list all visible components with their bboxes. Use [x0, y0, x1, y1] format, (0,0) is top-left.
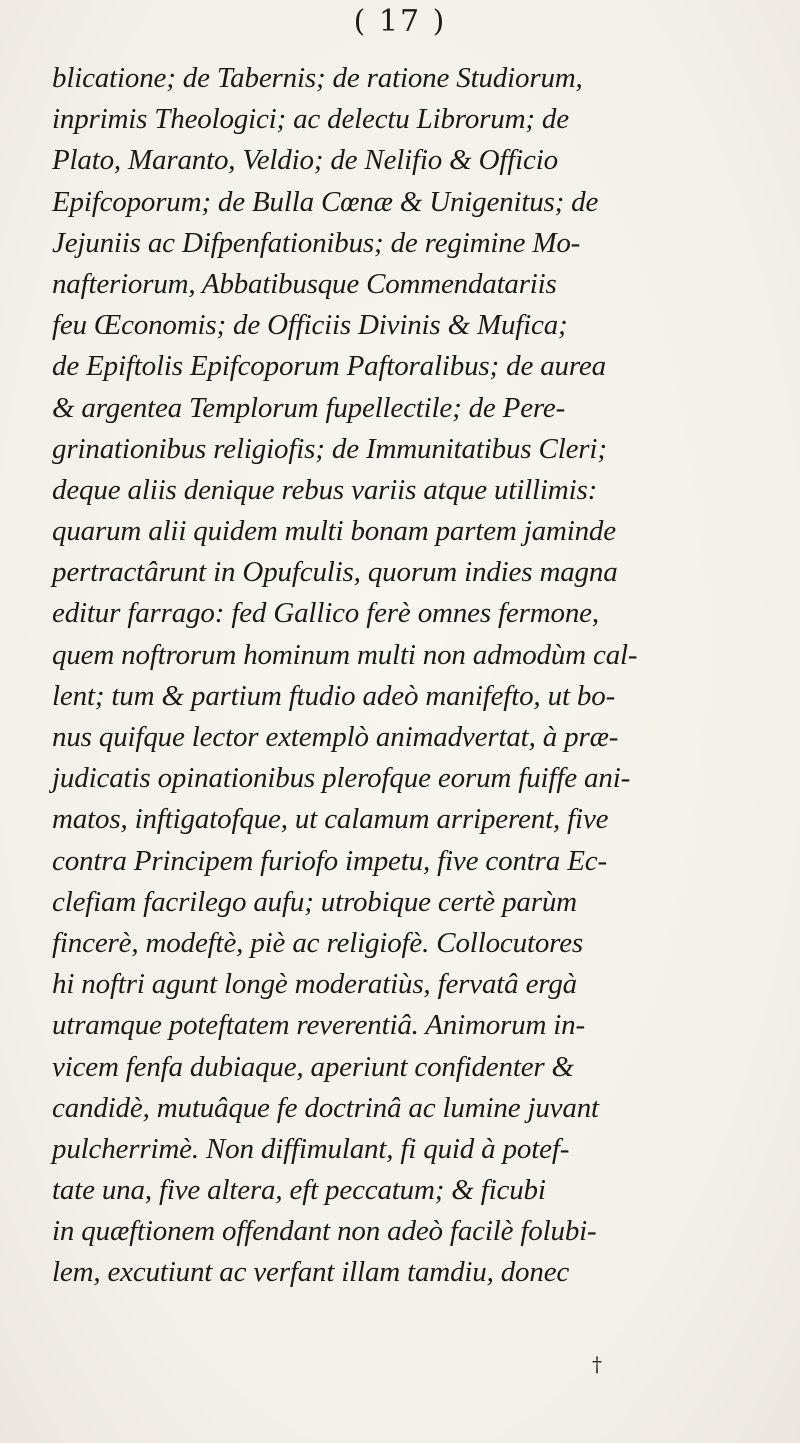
text-line: pulcherrimè. Non diffimulant, fi quid à potef- [52, 1132, 570, 1165]
text-line: grinationibus religiofis; de Immunitatibus Cleri; [52, 432, 607, 465]
text-line: matos, inftigatofque, ut calamum arriperent, five [52, 803, 609, 836]
text-line: quarum alii quidem multi bonam partem jaminde [52, 515, 616, 548]
text-line: blicatione; de Tabernis; de ratione Studiorum, [52, 62, 583, 94]
text-line: judicatis opinationibus plerofque eorum fuiffe ani- [52, 762, 631, 795]
text-line: Jejuniis ac Difpenfationibus; de regimine Mo- [52, 226, 581, 259]
body-text [52, 58, 782, 1294]
text-line: quem noftrorum hominum multi non admodùm cal- [52, 638, 638, 671]
text-line: Plato, Maranto, Veldio; de Nelifio & Officio [52, 144, 558, 177]
text-line: fincerè, modeftè, piè ac religiofè. Collocutores [52, 926, 584, 959]
text-line: vicem fenfa dubiaque, aperiunt confidenter & [52, 1050, 574, 1083]
text-line: contra Principem furiofo impetu, five contra Ec- [52, 844, 607, 877]
text-line: & argentea Templorum fupellectile; de Pere- [52, 391, 566, 424]
text-line: de Epiftolis Epifcoporum Paftoralibus; de aurea [52, 350, 606, 383]
text-line: nus quifque lector extemplò animadvertat, à præ- [52, 721, 619, 753]
text-line: editur farrago: fed Gallico ferè omnes fermone, [52, 597, 599, 630]
printer-mark: † [592, 1352, 602, 1376]
text-line: tate una, five altera, eft peccatum; & ficubi [52, 1174, 546, 1207]
text-line: hi noftri agunt longè moderatiùs, fervatâ ergà [52, 968, 577, 1001]
text-line: deque aliis denique rebus variis atque utillimis: [52, 473, 598, 506]
text-line: lem, excutiunt ac verfant illam tamdiu, donec [52, 1256, 570, 1289]
text-line: in quæftionem offendant non adeò facilè folubi- [52, 1215, 597, 1248]
text-line: inprimis Theologici; ac delectu Librorum; de [52, 103, 569, 136]
text-line: candidè, mutuâque fe doctrinâ ac lumine juvant [52, 1091, 599, 1124]
text-line: nafteriorum, Abbatibusque Commendatariis [52, 267, 557, 300]
text-line: lent; tum & partium ftudio adeò manifefto, ut bo- [52, 679, 616, 712]
text-line: utramque poteftatem reverentiâ. Animorum in- [52, 1009, 585, 1042]
text-line: pertractârunt in Opufculis, quorum indies magna [52, 556, 618, 589]
page-number: ( 17 ) [353, 4, 447, 39]
text-line: clefiam facrilego aufu; utrobique certè parùm [52, 885, 577, 918]
text-line: feu Œconomis; de Officiis Divinis & Mufica; [52, 309, 568, 342]
text-line: Epifcoporum; de Bulla Cœnæ & Unigenitus; de [52, 185, 599, 218]
